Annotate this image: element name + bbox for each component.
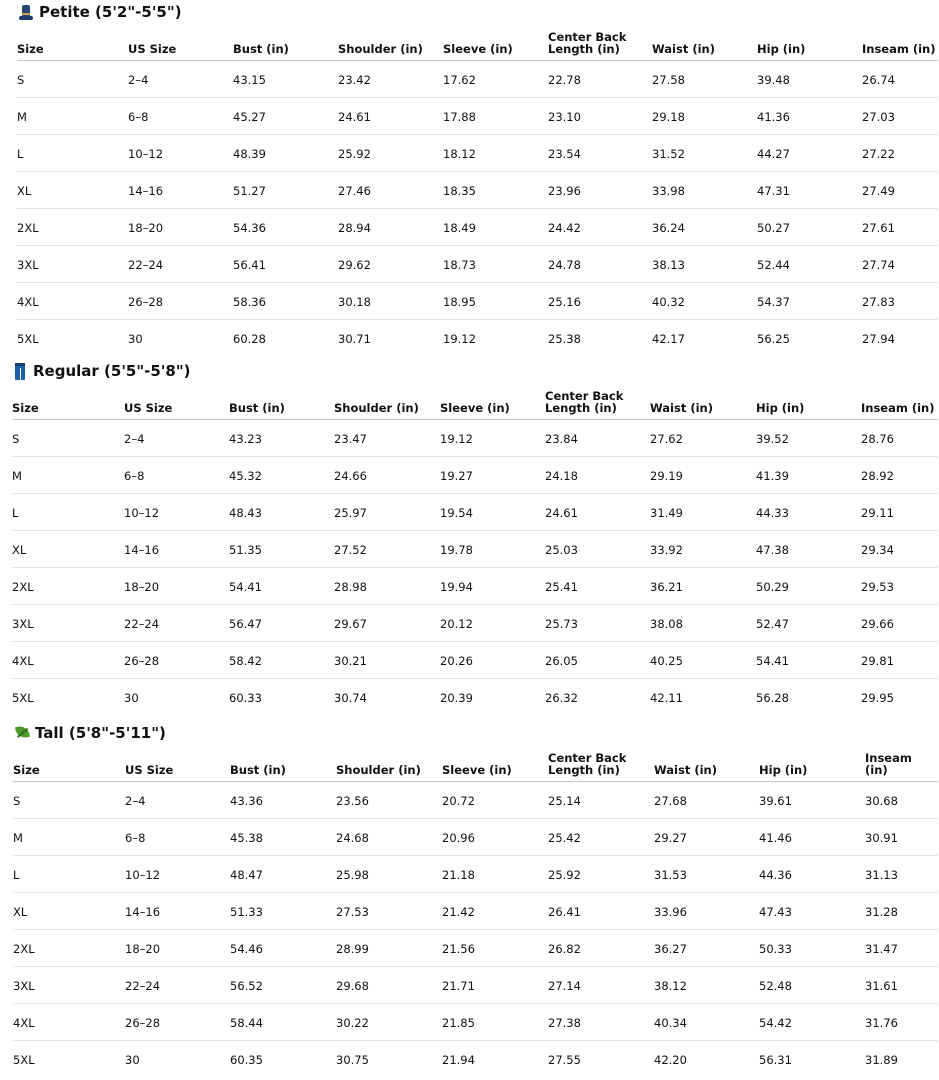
- table-cell: 2XL: [17, 208, 128, 245]
- table-row: [17, 60, 938, 97]
- table-cell: 23.56: [336, 781, 442, 818]
- table-cell: 27.94: [862, 331, 895, 346]
- header-cell: Bust (in): [229, 389, 334, 419]
- table-cell: 25.41: [545, 567, 650, 604]
- table-cell: 3XL: [12, 604, 124, 641]
- table-cell: 4XL: [13, 1003, 125, 1040]
- table-row: [12, 419, 938, 456]
- table-cell: 36.27: [654, 929, 759, 966]
- table-cell: 30.75: [336, 1052, 369, 1067]
- table-cell: 10–12: [125, 855, 230, 892]
- table-cell: 48.47: [230, 855, 336, 892]
- table-cell: 31.53: [654, 855, 759, 892]
- table-cell: 27.58: [652, 60, 757, 97]
- header-cell: Size: [17, 30, 128, 60]
- table-row: [17, 97, 938, 134]
- header-cell: Sleeve (in): [443, 30, 548, 60]
- table-cell: 25.92: [548, 855, 654, 892]
- table-row: [12, 530, 938, 567]
- table-cell: 54.42: [759, 1003, 865, 1040]
- table-cell: 42.20: [654, 1052, 687, 1067]
- table-cell: 54.46: [230, 929, 336, 966]
- section-title: [14, 721, 166, 745]
- table-cell: 2–4: [128, 60, 233, 97]
- table-cell: 25.38: [548, 331, 581, 346]
- table-row: [12, 493, 938, 530]
- table-row: [13, 855, 938, 892]
- table-cell: 26.82: [548, 929, 654, 966]
- table-cell: 42.11: [650, 690, 683, 705]
- table-cell: 24.61: [545, 493, 650, 530]
- table-cell: 30.91: [865, 818, 938, 855]
- table-cell: 28.98: [334, 567, 440, 604]
- table-cell: 29.53: [861, 567, 938, 604]
- leaf-icon: [14, 724, 30, 742]
- table-cell: 40.25: [650, 641, 756, 678]
- table-cell: 44.27: [757, 134, 862, 171]
- table-row: [12, 456, 938, 493]
- table-cell: 4XL: [12, 641, 124, 678]
- table-cell: 2–4: [124, 419, 229, 456]
- table-cell: 2–4: [125, 781, 230, 818]
- header-cell: Sleeve (in): [440, 389, 545, 419]
- table-cell: 54.36: [233, 208, 338, 245]
- table-cell: 19.54: [440, 493, 545, 530]
- table-row: [12, 641, 938, 678]
- table-cell: 25.42: [548, 818, 654, 855]
- table-cell: S: [12, 419, 124, 456]
- header-cell: Shoulder (in): [336, 751, 442, 781]
- table-cell: 38.13: [652, 245, 757, 282]
- table-cell: 51.33: [230, 892, 336, 929]
- header-cell: US Size: [125, 751, 230, 781]
- table-cell: 22.78: [548, 60, 652, 97]
- table-cell: 27.38: [548, 1003, 654, 1040]
- table-cell: 28.76: [861, 419, 938, 456]
- table-cell: 31.28: [865, 892, 938, 929]
- table-row: [17, 208, 938, 245]
- table-cell: 27.46: [338, 171, 443, 208]
- table-cell: 52.47: [756, 604, 861, 641]
- table-cell: 33.98: [652, 171, 757, 208]
- table-cell: 52.44: [757, 245, 862, 282]
- table-cell: 27.68: [654, 781, 759, 818]
- table-cell: 26–28: [124, 641, 229, 678]
- table-cell: 51.35: [229, 530, 334, 567]
- header-row: [12, 389, 938, 419]
- table-cell: 39.61: [759, 781, 865, 818]
- header-cell: Hip (in): [756, 389, 861, 419]
- table-header: [12, 389, 938, 419]
- table-cell: 27.53: [336, 892, 442, 929]
- header-cell: Inseam (in): [862, 30, 938, 60]
- table-cell: 23.54: [548, 134, 652, 171]
- table-cell: 10–12: [128, 134, 233, 171]
- table-row: [12, 567, 938, 604]
- table-cell: 18.12: [443, 134, 548, 171]
- table-cell: 18.73: [443, 245, 548, 282]
- table-cell: 5XL: [13, 1052, 35, 1067]
- table-cell: 42.17: [652, 331, 685, 346]
- table-cell: 27.03: [862, 97, 938, 134]
- table-cell: 44.36: [759, 855, 865, 892]
- table-cell: 41.39: [756, 456, 861, 493]
- table-cell: 19.12: [443, 331, 476, 346]
- table-cell: 47.31: [757, 171, 862, 208]
- table-cell: 40.32: [652, 282, 757, 319]
- table-row: [13, 1003, 938, 1040]
- table-cell: 20.12: [440, 604, 545, 641]
- table-cell: 18.49: [443, 208, 548, 245]
- table-row: [13, 818, 938, 855]
- table-cell: 23.42: [338, 60, 443, 97]
- table-cell: L: [12, 493, 124, 530]
- table-cell: 5XL: [17, 331, 39, 346]
- table-cell: 27.83: [862, 282, 938, 319]
- table-cell: 47.38: [756, 530, 861, 567]
- table-cell: 54.41: [756, 641, 861, 678]
- table-cell: 17.88: [443, 97, 548, 134]
- table-cell: 31.47: [865, 929, 938, 966]
- table-cell: 2XL: [13, 929, 125, 966]
- table-cell: 52.48: [759, 966, 865, 1003]
- header-cell: Bust (in): [233, 30, 338, 60]
- table-cell: 22–24: [124, 604, 229, 641]
- table-cell: 58.42: [229, 641, 334, 678]
- table-cell: 27.61: [862, 208, 938, 245]
- table-cell: 26.32: [545, 690, 578, 705]
- table-cell: 56.41: [233, 245, 338, 282]
- table-cell: 58.36: [233, 282, 338, 319]
- table-cell: 31.49: [650, 493, 756, 530]
- table-cell: 33.96: [654, 892, 759, 929]
- table-body: [12, 419, 938, 715]
- table-cell: 30.21: [334, 641, 440, 678]
- header-cell: Inseam (in): [861, 389, 938, 419]
- header-cell: US Size: [128, 30, 233, 60]
- table-cell: 28.99: [336, 929, 442, 966]
- table-cell: 30.18: [338, 282, 443, 319]
- header-cell: Center Back Length (in): [548, 30, 652, 60]
- table-cell: 30.22: [336, 1003, 442, 1040]
- table-cell: 29.67: [334, 604, 440, 641]
- table-cell: 5XL: [12, 690, 34, 705]
- table-cell: 2XL: [12, 567, 124, 604]
- table-cell: 27.55: [548, 1052, 581, 1067]
- table-row: [17, 319, 938, 356]
- table-cell: 30: [128, 331, 143, 346]
- table-cell: 43.15: [233, 60, 338, 97]
- table-cell: 17.62: [443, 60, 548, 97]
- table-cell: 60.35: [230, 1052, 263, 1067]
- header-row: [13, 751, 938, 781]
- table-cell: 14–16: [128, 171, 233, 208]
- table-cell: 31.13: [865, 855, 938, 892]
- section-title: [18, 0, 182, 24]
- table-cell: 27.62: [650, 419, 756, 456]
- table-cell: 31.52: [652, 134, 757, 171]
- table-cell: 60.33: [229, 690, 262, 705]
- table-cell: 43.36: [230, 781, 336, 818]
- table-cell: 50.29: [756, 567, 861, 604]
- table-cell: 24.42: [548, 208, 652, 245]
- table-cell: 54.41: [229, 567, 334, 604]
- table-cell: 24.66: [334, 456, 440, 493]
- table-row: [12, 678, 938, 715]
- table-cell: 26–28: [125, 1003, 230, 1040]
- table-cell: 45.38: [230, 818, 336, 855]
- section-title-text: Tall (5'8"-5'11"): [35, 724, 166, 742]
- table-cell: 27.52: [334, 530, 440, 567]
- table-cell: 24.78: [548, 245, 652, 282]
- table-cell: 41.36: [757, 97, 862, 134]
- table-cell: 44.33: [756, 493, 861, 530]
- table-cell: 3XL: [17, 245, 128, 282]
- petite-section: [0, 0, 939, 360]
- table-cell: L: [17, 134, 128, 171]
- table-cell: 20.72: [442, 781, 548, 818]
- table-cell: 18.95: [443, 282, 548, 319]
- table-cell: 27.49: [862, 171, 938, 208]
- table-cell: XL: [13, 892, 125, 929]
- header-cell: Waist (in): [650, 389, 756, 419]
- table-cell: 58.44: [230, 1003, 336, 1040]
- table-body: [13, 781, 938, 1077]
- header-cell: Shoulder (in): [334, 389, 440, 419]
- table-row: [13, 929, 938, 966]
- table-row: [13, 1040, 938, 1077]
- table-cell: 18.35: [443, 171, 548, 208]
- table-cell: 21.18: [442, 855, 548, 892]
- table-cell: 56.25: [757, 331, 790, 346]
- top-hat-icon: [18, 3, 34, 21]
- table-cell: 51.27: [233, 171, 338, 208]
- table-cell: 25.92: [338, 134, 443, 171]
- table-cell: 56.31: [759, 1052, 792, 1067]
- table-cell: 25.73: [545, 604, 650, 641]
- table-cell: 30: [124, 690, 139, 705]
- table-cell: 6–8: [125, 818, 230, 855]
- table-row: [17, 282, 938, 319]
- table-cell: 25.97: [334, 493, 440, 530]
- table-body: [17, 60, 938, 356]
- table-cell: 21.42: [442, 892, 548, 929]
- table-cell: 45.32: [229, 456, 334, 493]
- table-cell: 41.46: [759, 818, 865, 855]
- table-cell: 6–8: [124, 456, 229, 493]
- table-cell: 30: [125, 1052, 140, 1067]
- table-cell: 27.74: [862, 245, 938, 282]
- table-cell: 23.96: [548, 171, 652, 208]
- table-cell: 26–28: [128, 282, 233, 319]
- table-cell: 21.85: [442, 1003, 548, 1040]
- table-row: [17, 134, 938, 171]
- table-cell: 24.68: [336, 818, 442, 855]
- table-header: [13, 751, 938, 781]
- regular-section: [0, 359, 939, 719]
- table-cell: 29.66: [861, 604, 938, 641]
- table-cell: S: [17, 60, 128, 97]
- table-cell: 50.27: [757, 208, 862, 245]
- table-cell: 14–16: [125, 892, 230, 929]
- table-cell: 31.89: [865, 1052, 898, 1067]
- table-cell: 26.05: [545, 641, 650, 678]
- table-cell: 18–20: [128, 208, 233, 245]
- table-row: [13, 892, 938, 929]
- section-title-text: Regular (5'5"-5'8"): [33, 362, 191, 380]
- table-cell: 26.74: [862, 60, 938, 97]
- table-cell: 22–24: [125, 966, 230, 1003]
- table-cell: 27.14: [548, 966, 654, 1003]
- header-cell: Center Back Length (in): [545, 389, 650, 419]
- table-cell: 28.94: [338, 208, 443, 245]
- table-cell: 4XL: [17, 282, 128, 319]
- header-cell: US Size: [124, 389, 229, 419]
- header-cell: Center Back Length (in): [548, 751, 654, 781]
- table-cell: 33.92: [650, 530, 756, 567]
- header-cell: Waist (in): [652, 30, 757, 60]
- table-cell: 20.96: [442, 818, 548, 855]
- table-cell: 54.37: [757, 282, 862, 319]
- table-cell: 23.47: [334, 419, 440, 456]
- table-cell: 31.76: [865, 1003, 938, 1040]
- table-cell: 47.43: [759, 892, 865, 929]
- tall-section: [0, 721, 939, 1080]
- table-cell: 25.98: [336, 855, 442, 892]
- table-cell: 25.16: [548, 282, 652, 319]
- table-cell: 19.27: [440, 456, 545, 493]
- table-cell: 29.11: [861, 493, 938, 530]
- section-title: [12, 359, 191, 383]
- table-cell: 23.10: [548, 97, 652, 134]
- size-table: [17, 30, 938, 356]
- header-cell: Hip (in): [759, 751, 865, 781]
- table-cell: 27.22: [862, 134, 938, 171]
- table-cell: 24.18: [545, 456, 650, 493]
- table-cell: 29.81: [861, 641, 938, 678]
- header-cell: Waist (in): [654, 751, 759, 781]
- table-cell: M: [17, 97, 128, 134]
- table-cell: 48.39: [233, 134, 338, 171]
- table-cell: 39.48: [757, 60, 862, 97]
- table-cell: XL: [12, 530, 124, 567]
- table-cell: 29.95: [861, 690, 894, 705]
- table-cell: 20.26: [440, 641, 545, 678]
- table-cell: 38.08: [650, 604, 756, 641]
- table-cell: S: [13, 781, 125, 818]
- table-cell: 18–20: [124, 567, 229, 604]
- header-cell: Sleeve (in): [442, 751, 548, 781]
- table-cell: XL: [17, 171, 128, 208]
- table-cell: 19.12: [440, 419, 545, 456]
- header-cell: Size: [12, 389, 124, 419]
- header-cell: Inseam (in): [865, 751, 938, 781]
- table-row: [17, 171, 938, 208]
- table-cell: 56.47: [229, 604, 334, 641]
- table-cell: 19.78: [440, 530, 545, 567]
- table-cell: 45.27: [233, 97, 338, 134]
- table-cell: 36.24: [652, 208, 757, 245]
- table-cell: 21.71: [442, 966, 548, 1003]
- table-cell: 29.19: [650, 456, 756, 493]
- table-cell: 25.03: [545, 530, 650, 567]
- table-cell: 19.94: [440, 567, 545, 604]
- table-cell: 3XL: [13, 966, 125, 1003]
- header-cell: Bust (in): [230, 751, 336, 781]
- section-title-text: Petite (5'2"-5'5"): [39, 3, 182, 21]
- table-cell: 25.14: [548, 781, 654, 818]
- table-cell: 14–16: [124, 530, 229, 567]
- header-cell: Shoulder (in): [338, 30, 443, 60]
- table-row: [13, 781, 938, 818]
- jeans-icon: [12, 362, 28, 380]
- header-cell: Hip (in): [757, 30, 862, 60]
- table-cell: 29.34: [861, 530, 938, 567]
- table-cell: 24.61: [338, 97, 443, 134]
- table-cell: 50.33: [759, 929, 865, 966]
- table-cell: 43.23: [229, 419, 334, 456]
- table-row: [12, 604, 938, 641]
- table-cell: 48.43: [229, 493, 334, 530]
- table-cell: 29.68: [336, 966, 442, 1003]
- table-cell: L: [13, 855, 125, 892]
- table-cell: 20.39: [440, 690, 473, 705]
- table-header: [17, 30, 938, 60]
- table-cell: 10–12: [124, 493, 229, 530]
- header-row: [17, 30, 938, 60]
- table-cell: 31.61: [865, 966, 938, 1003]
- table-cell: 21.56: [442, 929, 548, 966]
- table-row: [17, 245, 938, 282]
- table-cell: 26.41: [548, 892, 654, 929]
- table-cell: 28.92: [861, 456, 938, 493]
- table-cell: 40.34: [654, 1003, 759, 1040]
- table-cell: 60.28: [233, 331, 266, 346]
- table-cell: 56.28: [756, 690, 789, 705]
- table-cell: 6–8: [128, 97, 233, 134]
- table-cell: 30.74: [334, 690, 367, 705]
- table-cell: 29.27: [654, 818, 759, 855]
- table-cell: 39.52: [756, 419, 861, 456]
- table-cell: M: [13, 818, 125, 855]
- size-table: [13, 751, 938, 1077]
- table-row: [13, 966, 938, 1003]
- table-cell: 18–20: [125, 929, 230, 966]
- table-cell: 29.18: [652, 97, 757, 134]
- table-cell: 30.71: [338, 331, 371, 346]
- table-cell: 22–24: [128, 245, 233, 282]
- table-cell: M: [12, 456, 124, 493]
- table-cell: 23.84: [545, 419, 650, 456]
- table-cell: 56.52: [230, 966, 336, 1003]
- table-cell: 29.62: [338, 245, 443, 282]
- size-table: [12, 389, 938, 715]
- table-cell: 38.12: [654, 966, 759, 1003]
- table-cell: 30.68: [865, 781, 938, 818]
- header-cell: Size: [13, 751, 125, 781]
- table-cell: 36.21: [650, 567, 756, 604]
- table-cell: 21.94: [442, 1052, 475, 1067]
